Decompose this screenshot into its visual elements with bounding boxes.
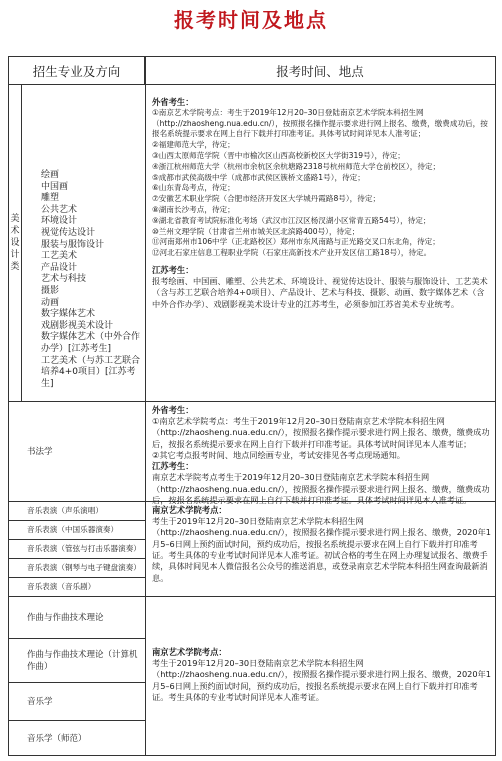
info-line: ⑫河北石家庄信息工程职业学院（石家庄高新技术产业开发区信工路18号），待定。 [152,248,432,258]
composition-row [21,638,145,682]
major-label: 音乐学（师范） [27,734,87,744]
exam-schedule-table [8,56,496,756]
art-category-text: 美术设计类 [10,214,20,272]
major-label: 作曲与作曲技术理论 [27,613,104,623]
jiangsu-text: 南京艺术学院考点考生于2019年12月20–30日登陆南京艺术学院本科招生网（http://zhaosheng.nua.edu.cn/），按照报名操作提示要求进行网上报名、缴费，缴费成功后，按报名系统提示要求在网上自行下载并打印准考证。具体考试时间详见本人准考证。 [152,472,490,506]
nua-site-label: 南京艺术学院考点： [152,647,227,657]
list-item: 绘画 [41,170,60,180]
column-divider [145,57,146,755]
page-title: 报考时间及地点 [174,8,328,32]
list-item: 中国画 [41,181,69,192]
major-label: 音乐表演（声乐演唱） [27,506,103,515]
list-item: 工艺美术 [41,251,78,262]
list-item: 公共艺术 [41,204,78,215]
outside-province-label: 外省考生： [152,97,194,107]
list-item: 雕塑 [41,193,60,204]
composition-row [21,720,145,756]
info-line: ⑧湖南长沙考点，待定； [152,204,235,214]
outside-province-label: 外省考生： [152,405,194,415]
info-line: ①南京艺术学院考点：考生于2019年12月20–30日登陆南京艺术学院本科招生网（http://zhaosheng.nua.edu.cn/），按照报名操作提示要求进行网上报名、缴费，缴费成功后，按报名系统提示要求在网上自行下载并打印准考证。具体考试时间详见本人准考证； [152,415,490,449]
list-item: 服装与服饰设计 [41,239,105,250]
art-majors-list [41,170,145,390]
info-line: ②福建师范大学，待定； [152,140,235,150]
music-exam-info [152,505,492,584]
major-label: 音乐表演（钢琴与电子键盘演奏） [27,563,141,572]
calligraphy-label [21,401,145,501]
list-item: 数字媒体艺术 [41,309,96,320]
music-row [21,501,145,520]
major-label: 音乐学 [27,697,53,707]
calligraphy-exam-info [152,405,492,506]
major-label: 音乐表演（中国乐器演奏） [27,525,119,534]
jiangsu-label: 江苏考生： [152,461,194,472]
info-line: ⑪河南郑州市106中学（正北路校区）郑州市东风南路与正光路交叉口东北角，待定； [152,237,440,247]
info-line: ③山西太原师范学院（晋中市榆次区山西高校新校区大学街319号），待定； [152,150,405,160]
list-item: 数字媒体艺术（中外合作办学）[江苏考生] [41,332,141,354]
nua-site-label: 南京艺术学院考点： [152,505,227,515]
list-item: 产品设计 [41,262,78,273]
info-line: ④浙江杭州师范大学（杭州市余杭区余杭塘路2318号杭州师范大学仓前校区），待定； [152,161,441,171]
list-item: 环境设计 [41,216,78,227]
header-time-place: 报考时间、地点 [145,57,495,85]
music-row [21,577,145,596]
list-item: 摄影 [41,285,60,296]
art-exam-info [152,97,492,310]
art-category-label [9,85,21,401]
music-row [21,520,145,539]
info-line: ⑥山东青岛考点，待定； [152,183,235,193]
jiangsu-label: 江苏考生： [152,264,194,275]
list-item: 动画 [41,297,60,308]
composition-row [21,596,145,638]
list-item: 艺术与科技 [41,274,87,285]
music-row [21,539,145,558]
info-line: ⑦安徽艺术职业学院（合肥市经济开发区大学城丹霞路8号），待定； [152,194,381,204]
major-label: 音乐表演（管弦与打击乐器演奏） [27,544,141,553]
list-item: 工艺美术（与苏工艺联合培养4+0项目）[江苏考生] [41,355,141,389]
info-line: ⑨湖北省教育考试院标准化考场（武汉市江汉区杨汊湖小区常青五路54号），待定； [152,215,431,225]
info-line: ②其它考点报考时间、地点同绘画专业，考试安排见各考点现场通知。 [152,450,405,461]
composition-exam-info [152,647,492,703]
major-label: 作曲与作曲技术理论（计算机作曲） [27,650,138,672]
major-label: 音乐表演（音乐剧） [27,582,96,591]
list-item: 戏剧影视美术设计 [41,320,114,331]
jiangsu-text: 报考绘画、中国画、雕塑、公共艺术、环境设计、视觉传达设计、服装与服饰设计、工艺美术（含与苏工艺联合培养4+0项目）、产品设计、艺术与科技、摄影、动画、数字媒体艺术（含中外合作办学）、戏剧影视美术设计专业的江苏考生，必须参加江苏省美术专业统考。 [152,275,488,309]
composition-row [21,682,145,720]
category-divider [21,85,22,401]
list-item: 视觉传达设计 [41,227,96,238]
header-majors: 招生专业及方向 [9,57,145,85]
info-text: 考生于2019年12月20–30日登陆南京艺术学院本科招生网（http://zhaosheng.nua.edu.cn/），按照报名操作提示要求进行网上报名、缴费，2020年1月5–6日网上预约面试时间，预约成功后，按报名系统提示要求在网上自行下载并打印准考证。考生具体的专业考试时间详见本人准考证。初试合格的考生在网上办理复试报名、缴费手续，具体时间见本人微信报名公众号的推送消息，或登录南京艺术学院本科招生网查询最新消息。 [152,515,491,583]
info-text: 考生于2019年12月20–30日登陆南京艺术学院本科招生网（http://zhaosheng.nua.edu.cn/），按照报名操作提示要求进行网上报名、缴费，2020年1月5–6日网上预约面试时间，预约成功后，按报名系统提示要求在网上自行下载并打印准考证。考生具体的专业考试时间详见本人准考证。 [152,657,491,703]
info-line: ⑤成都市武侯高级中学（成都市武侯区簇桥文盛路1号），待定； [152,172,365,182]
major-label: 书法学 [27,447,53,457]
info-line: ①南京艺术学院考点：考生于2019年12月20–30日登陆南京艺术学院本科招生网（http://zhaosheng.nua.edu.cn/），按照报名操作提示要求进行网上报名、缴费，缴费成功后，按报名系统提示要求在网上自行下载并打印准考证。具体考试时间详见本人准考证； [152,107,488,139]
music-row [21,558,145,577]
info-line: ⑩兰州文理学院（甘肃省兰州市城关区北滨路400号），待定； [152,226,360,236]
